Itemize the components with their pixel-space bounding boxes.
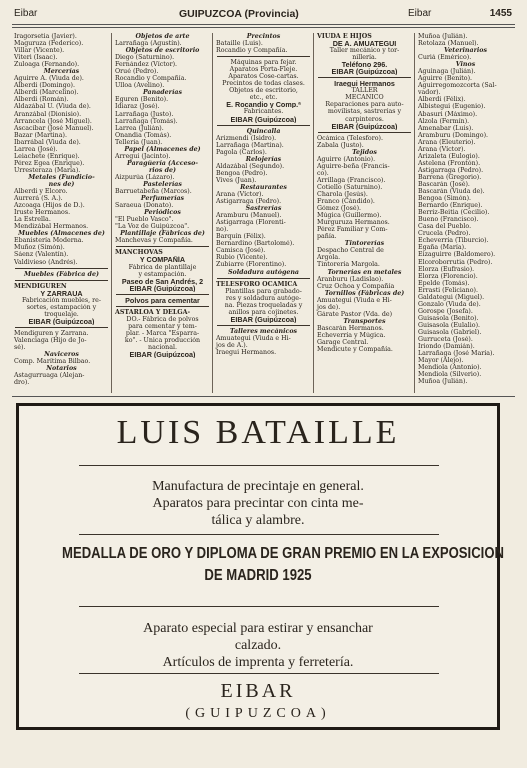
ad-medal-line2: DE MADRID 1925 [204, 567, 312, 584]
directory-entry: Despacho Central de [317, 247, 384, 255]
ad-desc1-line1: Manufactura de precintaje en general. [152, 479, 364, 494]
directory-entry: movilistas, sastrerías y [327, 108, 402, 116]
columns-bottom-rule [12, 396, 515, 397]
directory-entry: Astelena (Frontón). [418, 159, 481, 167]
ad-city: EIBAR [220, 680, 296, 702]
directory-entry: Larrañaga (Tomás). [115, 117, 178, 125]
directory-column-5 [416, 33, 515, 393]
directory-entry: EIBAR (Guipúzcoa) [129, 284, 196, 292]
directory-entry: sé). [14, 343, 26, 351]
directory-entry: Gorospe (Josefa). [418, 307, 473, 315]
directory-entry: Aparatos Porta-Fleje. [229, 66, 298, 74]
category-heading: Tintorerías [344, 240, 385, 248]
category-heading: Sastrerías [245, 205, 282, 213]
directory-entry: Ebanistería Moderna. [14, 237, 84, 245]
directory-entry: Objetos de escritorio, [229, 87, 298, 95]
page-header [14, 8, 512, 22]
directory-entry: Arana (Víctor). [216, 190, 264, 198]
directory-entry: sortes, estampación y [26, 303, 97, 311]
directory-entry: TELESFORO OCAMICA [216, 280, 298, 288]
directory-entry: Larrañaga (José María). [418, 350, 495, 358]
directory-entry: Aramburu (Manuel). [216, 212, 282, 220]
directory-entry: EIBAR (Guipúzcoa) [331, 122, 398, 130]
directory-entry: Aranzábal (Dionisio). [14, 110, 82, 118]
directory-entry: Taller mecánico y tor- [329, 47, 400, 55]
directory-entry: jos de A.). [216, 341, 248, 349]
directory-entry: ASTARLOA Y DELGA- [115, 308, 191, 316]
directory-entry: Alzola (Fermín). [418, 117, 470, 125]
directory-entry: Azcoaga (Hijos de D.). [14, 202, 85, 210]
directory-entry: Teléfono 296. [341, 61, 388, 69]
directory-entry: La Estrella. [14, 216, 51, 224]
entry-separator [217, 278, 310, 279]
category-heading: Objetos de escritorio [125, 47, 200, 55]
directory-entry: Arizaleta (Eulogio). [418, 152, 480, 160]
directory-entry: Bueno (Francisco). [418, 216, 479, 224]
directory-column-3 [214, 33, 314, 393]
directory-entry: Arana (Víctor). [418, 145, 466, 153]
directory-column-2 [113, 33, 213, 393]
directory-entry: Mendiguren y Zarrana. [14, 329, 89, 337]
directory-entry: Curiá (Emérico). [418, 54, 472, 62]
category-heading: Papel (Almacenes de) [124, 145, 201, 153]
directory-entry: Fábrica de plantillaje [128, 263, 197, 271]
directory-entry: Idiaraz (José). [115, 103, 160, 111]
directory-entry: Onandia (Tomás). [115, 131, 172, 139]
category-heading: rios de) [148, 166, 177, 174]
header-right-town: Eibar [408, 8, 432, 19]
directory-entry: Astigarraga (Pedro). [216, 198, 282, 206]
directory-entry: TALLER [351, 87, 378, 95]
directory-entry: Alberdi y Elcoro. [14, 188, 68, 196]
directory-entry: ko". - Única producción [124, 336, 201, 344]
directory-entry: Barquín (Félix). [216, 233, 266, 241]
directory-entry: Iraegui Hermanos. [216, 348, 277, 356]
directory-entry: na. Piezas troqueladas y [224, 301, 303, 309]
directory-entry: Tintorería Margola. [317, 261, 380, 269]
directory-entry: anillos para cojinetes. [228, 308, 299, 316]
category-heading: Metales (Fundicio- [28, 173, 95, 181]
directory-entry: y estampación. [138, 270, 187, 278]
directory-entry: Bascarán (José). [418, 180, 470, 188]
ad-medal-line1: MEDALLA DE ORO Y DIPLOMA DE GRAN PREMIO EN LA EXPOSICION [62, 545, 505, 562]
entry-separator [15, 280, 108, 281]
directory-entry: DO.- Fábrica de polvos [126, 315, 199, 323]
directory-entry: Aguirre-beña (Francis- [317, 162, 390, 170]
ad-description-2 [19, 620, 497, 671]
directory-entry: EIBAR (Guipúzcoa) [129, 351, 196, 359]
directory-entry: Gómez (José). [317, 205, 362, 213]
directory-entry: troquelaje. [44, 310, 79, 318]
directory-entry: VIUDA E HIJOS [317, 33, 372, 40]
entry-separator [15, 268, 108, 269]
directory-entry: co). [317, 169, 329, 177]
ad-desc2-line3: Artículos de imprenta y ferretería. [162, 655, 354, 670]
directory-entry: "El Pueblo Vasco". [115, 216, 174, 224]
directory-entry: Aguirre (Antonio). [317, 155, 376, 163]
directory-entry: Guisasola (Eulalio). [418, 321, 481, 329]
entry-separator [217, 325, 310, 326]
ad-desc2-line2: calzado. [234, 638, 282, 653]
category-heading: Restaurantes [240, 183, 287, 191]
category-heading: Vinos [455, 61, 476, 69]
directory-entry: Amenabar (Luis). [418, 124, 474, 132]
directory-entry: Aizpurúa (Lázaro). [115, 173, 175, 181]
directory-entry: Larrañaga (Agustín). [115, 40, 182, 48]
directory-entry: Gurruceta (José). [418, 336, 473, 344]
directory-entry: dro). [14, 379, 30, 387]
directory-entry: Leiachete (Enrique). [14, 152, 80, 160]
entry-separator [217, 125, 310, 126]
category-heading: Quincalla [246, 127, 281, 135]
directory-entry: Arrillaga (Francisco). [317, 176, 386, 184]
directory-entry: Astigarraga (Pedro). [418, 166, 484, 174]
directory-entry: Viteri (Isaac). [14, 54, 58, 62]
directory-entry: para cementar y tem- [128, 322, 197, 330]
directory-entry: Amuategui (Viuda e Hi- [317, 296, 392, 304]
directory-entry: Mendiola (Antonio). [418, 364, 482, 372]
directory-entry: Alberdi (Marcelino). [14, 89, 79, 97]
ad-company-name: LUIS BATAILLE [116, 414, 400, 451]
directory-entry: Zubiarre (Florentino). [216, 261, 287, 269]
directory-entry: Iraegui Hermanos [334, 80, 395, 88]
directory-entry: Ocámica (Telesforo). [317, 134, 383, 142]
directory-entry: Zuloaga (Fernando). [14, 61, 80, 69]
directory-entry: Saraeua (Donato). [115, 202, 174, 210]
directory-entry: Manchevas y Compañía. [115, 237, 193, 245]
page-number: 1455 [489, 8, 512, 19]
category-heading: Pastelerías [143, 180, 182, 188]
directory-entry: MANCHOVAS [115, 249, 163, 257]
directory-entry: Albistegui (Eugenio). [418, 103, 486, 111]
directory-entry: Mendizábal Hermanos. [14, 223, 89, 231]
category-heading: Veterinarios [443, 47, 488, 55]
directory-entry: Elcoroborrutia (Pedro). [418, 258, 493, 266]
directory-entry: Ulloa (Avelino). [115, 82, 165, 90]
category-heading: Plantillaje (Fábricas de) [120, 230, 205, 238]
directory-columns [12, 33, 515, 393]
ad-rule-1 [79, 465, 439, 466]
header-rule-bottom [12, 27, 515, 28]
ad-medal-text [62, 543, 505, 587]
directory-entry: Bazar (Martina). [14, 131, 67, 139]
ad-desc1-line3: tálica y alambre. [211, 513, 305, 528]
directory-entry: Galdategui (Miguel). [418, 293, 485, 301]
category-heading: Soldadura autógena [227, 268, 300, 276]
directory-entry: Echeverría y Múgica. [317, 331, 386, 339]
directory-entry: EIBAR (Guipúzcoa) [230, 315, 297, 323]
directory-entry: Guisasola (Gabriel). [418, 328, 482, 336]
directory-entry: EIBAR (Guipúzcoa) [331, 68, 398, 76]
entry-separator [116, 246, 209, 247]
directory-entry: Larrea (Julián). [115, 124, 164, 132]
directory-entry: Mendicute y Compañía. [317, 346, 393, 354]
directory-entry: Alberdi (Domingo). [14, 82, 75, 90]
directory-entry: vador). [418, 89, 441, 97]
directory-entry: Comp. Marítima Bilbao. [14, 358, 91, 366]
directory-entry: Elorza (Florencio). [418, 272, 478, 280]
directory-entry: DE A. AMUATEGUI [332, 40, 397, 48]
directory-entry: Iriondo (Damián). [418, 343, 475, 351]
entry-separator [217, 56, 310, 57]
directory-entry: Abasuri (Máximo). [418, 110, 478, 118]
directory-entry: nillería. [352, 54, 377, 62]
directory-entry: Berriz-Beitia (Cecilio). [418, 209, 490, 217]
directory-entry: Astagurruaga (Alejan- [14, 372, 85, 380]
directory-entry: Larrañaga (Justo). [115, 110, 174, 118]
category-heading: Relojerías [245, 155, 282, 163]
directory-entry: Ibarrábal (Viuda de). [14, 138, 81, 146]
directory-entry: res y soldadura autóge- [225, 294, 302, 302]
directory-entry: Bataille (Luis). [216, 40, 263, 48]
category-heading: Periódicos [144, 209, 181, 217]
ad-rule-4 [79, 673, 439, 674]
directory-entry: Guisasola (Benito). [418, 314, 479, 322]
directory-entry: Muñoa (Julián). [418, 378, 468, 386]
directory-entry: Máquinas para fejar. [230, 59, 297, 67]
directory-entry: Mayor (Alejo). [418, 357, 464, 365]
directory-entry: Múgica (Guillermo). [317, 212, 382, 220]
directory-entry: no). [216, 226, 229, 234]
directory-entry: Arrancela (José Miguel). [14, 117, 92, 125]
directory-entry: carpinteros. [345, 115, 384, 123]
directory-entry: pañía. [317, 233, 337, 241]
directory-entry: Aldazábal (Segundo). [216, 162, 285, 170]
directory-entry: Aguirregomozcorta (Sal- [418, 82, 497, 90]
directory-entry: Pérez Egea (Enrique). [14, 159, 85, 167]
directory-entry: Muñoa (Julián). [418, 33, 468, 40]
directory-entry: Casa del Pueblo. [418, 223, 472, 231]
ad-province: (GUIPUZCOA) [185, 706, 331, 721]
category-heading: Tejidos [352, 148, 377, 156]
directory-entry: Tellería (Juan). [115, 138, 163, 146]
directory-entry: Valdivieso (Andrés). [14, 258, 78, 266]
ad-rule-2 [79, 534, 439, 535]
directory-entry: jos de). [317, 303, 341, 311]
directory-entry: Vives (Juan). [216, 176, 257, 184]
directory-entry: Egaña (María). [418, 244, 467, 252]
category-heading: Naviceros [44, 351, 79, 359]
directory-entry: Gonzalo (Viuda de). [418, 300, 481, 308]
directory-entry: Aranburu (Ladislao). [317, 275, 384, 283]
category-heading: Muebles (Almacenes de) [18, 230, 105, 238]
entry-separator [15, 327, 108, 328]
category-heading: Transportes [343, 317, 386, 325]
directory-entry: MENDIGUREN [14, 282, 67, 290]
category-heading: Paragüería (Acceso- [127, 159, 198, 167]
category-heading: Perfumerías [140, 195, 185, 203]
directory-entry: Bengoa (Simón). [418, 195, 472, 203]
directory-entry: Rubio (Vicente). [216, 254, 268, 262]
directory-entry: Polvos para cementar [125, 296, 200, 304]
directory-entry: nacional. [148, 343, 177, 351]
directory-entry: Eizaguirre (Baldomero). [418, 251, 496, 259]
category-heading: Precintos [246, 33, 281, 40]
directory-entry: Aguirre A. (Viuda de). [14, 75, 84, 83]
directory-entry: Cotiello (Saturnino). [317, 183, 383, 191]
directory-entry: Bernardo (Enrique). [418, 202, 483, 210]
directory-entry: Rocandio y Compañía. [115, 75, 187, 83]
directory-entry: Reparaciones para auto- [325, 101, 404, 109]
bataille-advertisement [16, 403, 505, 730]
directory-entry: Aldazábal U. (Viuda de). [14, 103, 91, 111]
directory-entry: etc., etc. [249, 94, 278, 102]
directory-entry: Iragorsetia (Javier). [14, 33, 77, 40]
category-heading: Talleres mecánicos [229, 327, 298, 335]
directory-entry: Pérez Familiar y Com- [317, 226, 388, 234]
directory-entry: Alberdi (Félix). [418, 96, 466, 104]
directory-entry: Sáenz (Valentín). [14, 251, 69, 259]
header-rule-top [12, 24, 515, 25]
directory-entry: Murguruza Hermanos. [317, 219, 390, 227]
directory-entry: Ascacíbar (José Manuel). [14, 124, 94, 132]
directory-entry: EIBAR (Guipúzcoa) [28, 317, 95, 325]
directory-entry: Astigarraga (Florenti- [216, 219, 286, 227]
directory-column-4 [315, 33, 415, 393]
directory-entry: Fernández (Víctor). [115, 61, 178, 69]
directory-entry: Fabricación muebles, re- [21, 296, 102, 304]
directory-entry: Argola. [317, 254, 341, 262]
directory-entry: Arregui (Jacinto). [115, 152, 171, 160]
directory-entry: Eguren (Benito). [115, 96, 169, 104]
directory-entry: Errasti (Feliciano). [418, 286, 478, 294]
directory-entry: Camisca (José). [216, 247, 266, 255]
directory-entry: Aguirre (Benito). [418, 75, 473, 83]
directory-entry: Alberdi (Román). [14, 96, 69, 104]
category-heading: Mercerías [43, 68, 80, 76]
directory-entry: Maguruza (Federico). [14, 40, 84, 48]
directory-entry: Charola (Jesús). [317, 190, 368, 198]
directory-entry: Epelde (Tomás). [418, 279, 470, 287]
directory-entry: Y ZARRAUA [40, 289, 83, 297]
directory-entry: Aurrerá (S. A.). [14, 195, 63, 203]
directory-entry: Amuategui (Viuda e Hi- [216, 334, 291, 342]
category-heading: Panaderías [142, 89, 183, 97]
ad-description-1 [19, 478, 497, 529]
directory-entry: EIBAR (Guipúzcoa) [230, 115, 297, 123]
directory-entry: Y COMPAÑÍA [139, 256, 186, 264]
category-heading: Tornerías en metales [327, 268, 402, 276]
directory-entry: Fabricantes. [243, 108, 284, 116]
directory-column-1 [12, 33, 112, 393]
entry-separator [116, 294, 209, 295]
directory-entry: MECÁNICO [345, 94, 384, 102]
directory-entry: Cruz Ochoa y Compañía [317, 282, 395, 290]
category-heading: Tornillos (Fábricas de) [324, 289, 405, 297]
directory-entry: Rocandio y Compañía. [216, 47, 288, 55]
directory-entry: Barruetabeña (Marcos). [115, 188, 192, 196]
entry-separator [318, 77, 411, 78]
directory-entry: Elorza (Eufrasio). [418, 265, 475, 273]
directory-entry: Barrena (Gregorio). [418, 173, 482, 181]
directory-entry: Paseo de San Andrés, 2 [121, 277, 204, 285]
directory-entry: Valenciaga (Hijo de Jo- [14, 336, 87, 344]
entry-separator [318, 132, 411, 133]
ad-desc1-line2: Aparatos para precintar con cinta me- [152, 496, 364, 511]
directory-entry: Mendiola (Silverio). [418, 371, 482, 379]
header-left-town: Eibar [14, 8, 38, 19]
directory-entry: Aramburu (Domingo). [418, 131, 489, 139]
directory-entry: Arizmendi (Isidro). [216, 134, 277, 142]
directory-entry: plar. - Marca "Esparra- [125, 329, 200, 337]
directory-entry: Garage Central. [317, 338, 369, 346]
category-heading: nes de) [48, 180, 75, 188]
directory-entry: Bernardino (Bartolomé). [216, 240, 295, 248]
directory-entry: Franco (Cándido). [317, 198, 375, 206]
ad-rule-3 [79, 606, 439, 607]
directory-entry: Crucela (Pedro). [418, 230, 471, 238]
directory-entry: Echeverría (Tiburcio). [418, 237, 489, 245]
directory-entry: Bascarán Hermanos. [317, 324, 384, 332]
directory-entry: Muñoz (Simón). [14, 244, 65, 252]
directory-entry: Arana (Eleuterio). [418, 138, 476, 146]
directory-entry: Retolaza (Manuel). [418, 40, 479, 48]
directory-entry: "La Voz de Guipúzcoa". [115, 223, 190, 231]
directory-entry: Precintos de todas clases. [222, 80, 305, 88]
category-heading: Muebles (Fábrica de) [24, 270, 99, 278]
directory-entry: Pagola (Carlos). [216, 148, 267, 156]
directory-entry: Gárate Pastor (Vda. de) [317, 310, 393, 318]
ad-desc2-line1: Aparato especial para estirar y ensanchar [143, 621, 373, 636]
directory-entry: Diego (Saturnino). [115, 54, 175, 62]
header-province: GUIPUZCOA (Provincia) [179, 8, 299, 20]
directory-entry: Orué (Pedro). [115, 68, 159, 76]
directory-entry: Zabala (Justo). [317, 141, 364, 149]
directory-entry: Plantillas para grabado- [225, 287, 302, 295]
directory-entry: E. Rocandio y Comp.ª [226, 101, 301, 109]
directory-entry: Aguinaga (Julián). [418, 68, 476, 76]
directory-entry: Bengoa (Pedro). [216, 169, 268, 177]
directory-entry: Bascarán (Viuda de). [418, 188, 485, 196]
directory-entry: Larrea (José). [14, 145, 58, 153]
category-heading: Objetos de arte [135, 33, 190, 40]
directory-entry: Aparatos Cose-cartas. [228, 73, 299, 81]
directory-entry: Villar (Vicente). [14, 47, 65, 55]
category-heading: Notarios [46, 365, 77, 373]
directory-entry: Iruste Hermanos. [14, 209, 71, 217]
directory-entry: Urresteraza (María). [14, 166, 81, 174]
entry-separator [116, 306, 209, 307]
directory-entry: Larrañaga (Martina). [216, 141, 284, 149]
